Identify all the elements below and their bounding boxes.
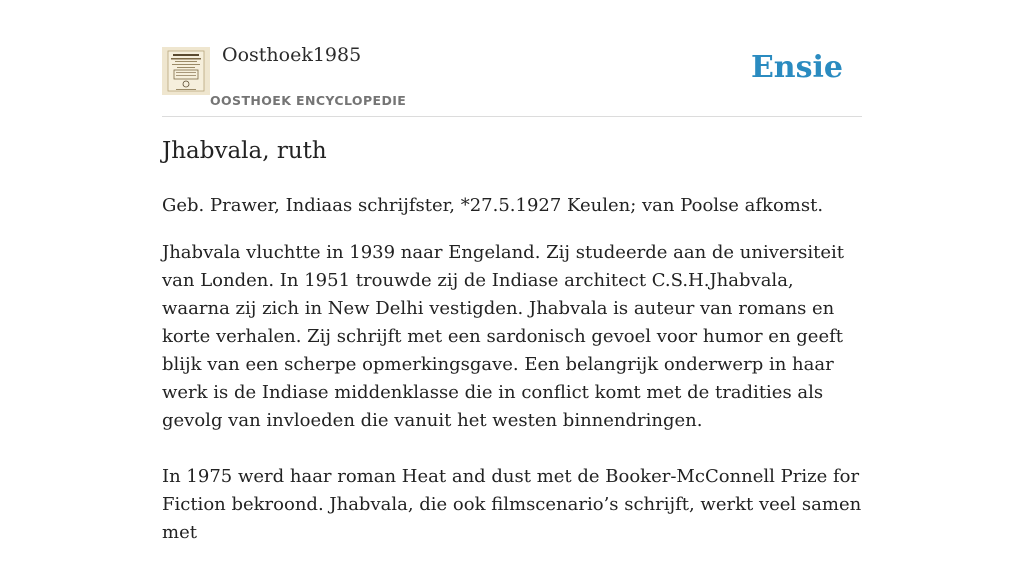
ensie-logo[interactable]: Ensie	[750, 50, 843, 85]
publisher-label[interactable]: OOSTHOEK ENCYCLOPEDIE	[210, 93, 407, 108]
avatar[interactable]	[162, 47, 210, 95]
body-paragraph: In 1975 werd haar roman Heat and dust met de Booker-McConnell Prize for Fiction bekroond. Jhabvala, die ook filmscenario’s schrijft, werkt veel samen met	[162, 466, 862, 543]
entry-lead: Geb. Prawer, Indiaas schrijfster, *27.5.1927 Keulen; van Poolse afkomst.	[162, 195, 824, 216]
entry-body	[162, 239, 862, 575]
username[interactable]: Oosthoek1985	[222, 44, 362, 66]
book-title-page-icon	[162, 47, 210, 95]
page	[162, 0, 862, 543]
entry-header	[162, 0, 862, 117]
body-paragraph: Jhabvala vluchtte in 1939 naar Engeland. Zij studeerde aan de universiteit van Londen. In 1951 trouwde zij de Indiase architect C.S.H.Jhabvala, waarna zij zich in New Delhi vestigden. Jhabvala is auteur van romans en korte verhalen. Zij schrijft met een sardonisch gevoel voor humor en geeft blijk van een scherpe opmerkingsgave. Een belangrijk onderwerp in haar werk is de Indiase middenklasse die in conflict komt met de tradities als gevolg van invloeden die vanuit het westen binnendringen.	[162, 242, 845, 431]
entry-title: Jhabvala, ruth	[162, 138, 327, 164]
